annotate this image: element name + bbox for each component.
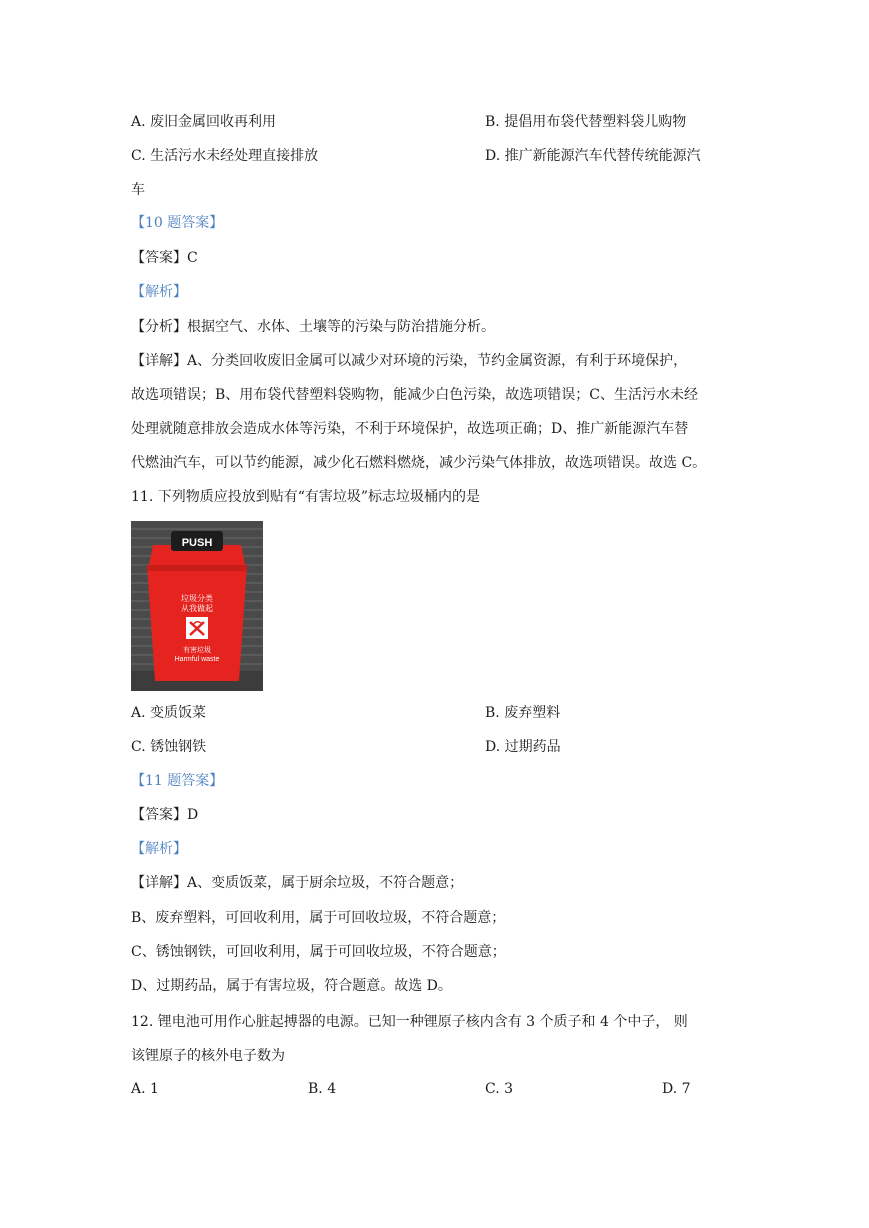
- bin-slogan-line1: 垃圾分类: [181, 594, 213, 603]
- q11-option-a: A. 变质饭菜: [131, 705, 207, 721]
- q11-detail-line: 【详解】A、变质饭菜，属于厨余垃圾，不符合题意；: [131, 875, 464, 891]
- bin-en-label: Harmful waste: [174, 656, 220, 663]
- q12-option-a: A. 1: [131, 1081, 159, 1097]
- q12-stem-line2: 该锂原子的核外电子数为: [131, 1048, 285, 1064]
- q10-option-a: A. 废旧金属回收再利用: [131, 114, 277, 130]
- q11-analysis-heading: 【解析】: [131, 841, 187, 857]
- trash-bin-icon: [131, 521, 263, 691]
- q11-answer: 【答案】D: [131, 807, 199, 823]
- q12-stem-line1: 12. 锂电池可用作心脏起搏器的电源。已知一种锂原子核内含有 3 个质子和 4 个中子， 则: [131, 1014, 688, 1030]
- harmful-waste-bin-photo: [131, 521, 263, 691]
- q11-option-c: C. 锈蚀钢铁: [131, 739, 207, 755]
- q10-detail-line: 代燃油汽车，可以节约能源，减少化石燃料燃烧，减少污染气体排放，故选项错误。故选 C。: [131, 455, 707, 471]
- q11-option-d: D. 过期药品: [485, 739, 561, 755]
- bin-lid-label: PUSH: [181, 537, 213, 549]
- bin-slogan-line2: 从我做起: [181, 604, 213, 613]
- q11-stem: 11. 下列物质应投放到贴有“有害垃圾”标志垃圾桶内的是: [131, 489, 481, 505]
- q12-option-d: D. 7: [662, 1081, 691, 1097]
- q11-option-b: B. 废弃塑料: [485, 705, 561, 721]
- q10-detail-line: 故选项错误；B、用布袋代替塑料袋购物，能减少白色污染，故选项错误；C、生活污水未经: [131, 387, 698, 403]
- q10-answer-heading: 【10 题答案】: [131, 215, 224, 231]
- q11-detail-line: D、过期药品，属于有害垃圾，符合题意。故选 D。: [131, 978, 452, 994]
- q11-answer-heading: 【11 题答案】: [131, 773, 224, 789]
- q10-answer: 【答案】C: [131, 250, 198, 266]
- q10-option-d-wrap: 车: [131, 182, 145, 198]
- q12-option-c: C. 3: [485, 1081, 514, 1097]
- bin-cn-label: 有害垃圾: [183, 646, 211, 654]
- q10-option-b: B. 提倡用布袋代替塑料袋儿购物: [485, 114, 687, 130]
- q10-option-d: D. 推广新能源汽车代替传统能源汽: [485, 148, 701, 164]
- q11-detail-line: B、废弃塑料，可回收利用，属于可回收垃圾，不符合题意；: [131, 910, 506, 926]
- q10-detail-line: 【详解】A、分类回收废旧金属可以减少对环境的污染，节约金属资源，有利于环境保护，: [131, 353, 688, 369]
- q10-analysis-heading: 【解析】: [131, 284, 187, 300]
- q10-option-c: C. 生活污水未经处理直接排放: [131, 148, 319, 164]
- q11-detail-line: C、锈蚀钢铁，可回收利用，属于可回收垃圾，不符合题意；: [131, 944, 506, 960]
- q10-detail-line: 处理就随意排放会造成水体等污染，不利于环境保护，故选项正确；D、推广新能源汽车替: [131, 421, 689, 437]
- q12-option-b: B. 4: [308, 1081, 337, 1097]
- q10-analysis: 【分析】根据空气、水体、土壤等的污染与防治措施分析。: [131, 319, 495, 335]
